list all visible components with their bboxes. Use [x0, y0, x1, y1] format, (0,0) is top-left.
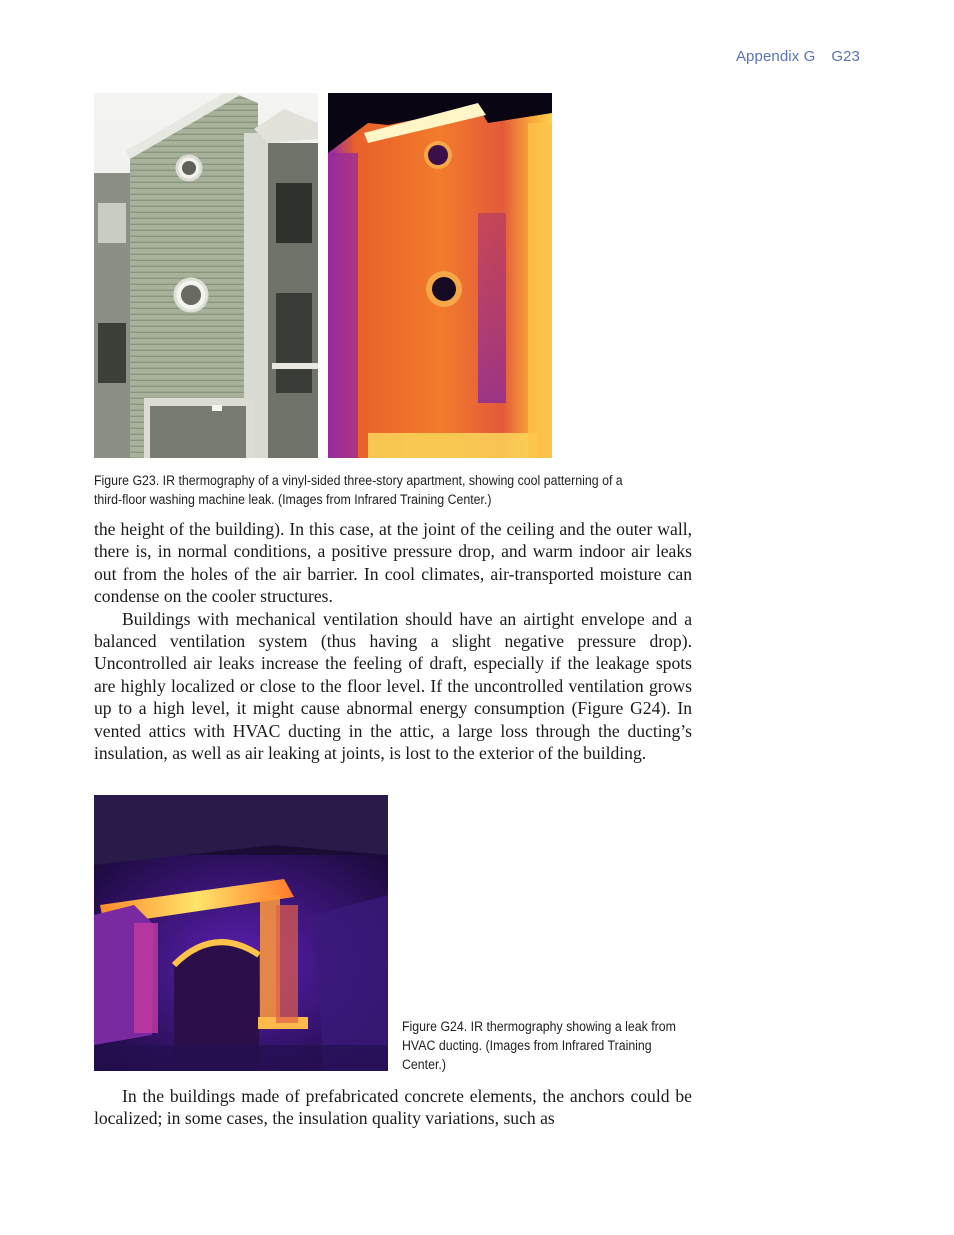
figure-g23-visible-photo — [94, 93, 318, 458]
paragraph-1: the height of the building). In this case, at the joint of the ceiling and the outer wall, there is, in normal conditions, a positive pressure drop, and warm indoor air leaks out from the holes of the air barrier. In cool climates, air-transported moisture can condense on the cooler structures. — [94, 519, 692, 607]
figure-g23-thermal-image — [328, 93, 552, 458]
paragraph-3: In the buildings made of prefabricated concrete elements, the anchors could be localized; in some cases, the insulation quality variations, such as — [94, 1086, 692, 1129]
paragraph-2: Buildings with mechanical ventilation should have an airtight envelope and a balanced ventilation system (thus having a slight negative pressure drop). Uncontrolled air leaks increase the feeling of draft, especially if the leakage spots are highly localized or close to the floor level. If the uncontrolled ventilation grows up to a high level, it might cause abnormal energy consumption (Figure G24). In vented attics with HVAC ducting in the attic, a large loss through the ducting’s insulation, as well as air leaking at joints, is lost to the exterior of the building. — [94, 608, 692, 764]
body-text-lower — [94, 1085, 692, 1130]
figure-g23-caption: Figure G23. IR thermography of a vinyl-sided three-story apartment, showing cool patterning of a third-floor washing machine leak. (Images from Infrared Training Center.) — [94, 473, 623, 507]
figure-g24-thermal-image — [94, 795, 388, 1071]
figure-g24-caption: Figure G24. IR thermography showing a leak from HVAC ducting. (Images from Infrared Training Center.) — [402, 1019, 676, 1072]
running-head — [736, 48, 860, 65]
body-text-upper — [94, 518, 692, 764]
running-head-section: Appendix G — [735, 48, 816, 65]
page-number: G23 — [831, 48, 860, 65]
